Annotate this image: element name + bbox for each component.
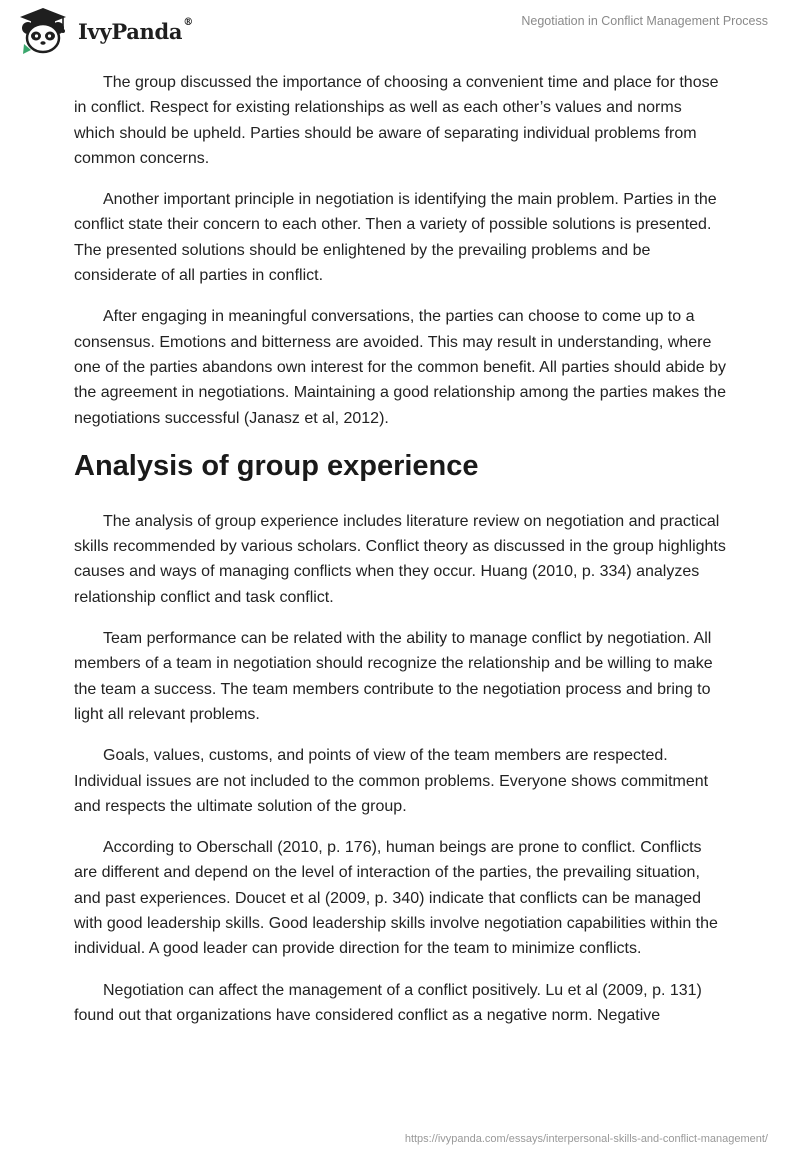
- paragraph: Goals, values, customs, and points of view of the team members are respected. Individual issues are not included to the common problems. Everyone shows commitment and respects the ultimate solution of the group.: [74, 747, 709, 815]
- essay-body: [74, 70, 726, 1044]
- page-header: [0, 0, 800, 60]
- section-heading: Analysis of group experience: [74, 449, 479, 482]
- source-url[interactable]: https://ivypanda.com/essays/interpersonal-skills-and-conflict-management/: [404, 1133, 768, 1145]
- panda-graduate-icon: [14, 6, 72, 56]
- paragraph: Negotiation can affect the management of a conflict positively. Lu et al (2009, p. 131) found out that organizations have considered conflict as a negative norm. Negative: [74, 981, 702, 1024]
- paragraph: The analysis of group experience includes literature review on negotiation and practical skills recommended by various scholars. Conflict theory as discussed in the group highlights causes and ways of managing conflicts when they occur. Huang (2010, p. 334) analyzes relationship conflict and task conflict.: [74, 512, 726, 606]
- paragraph: According to Oberschall (2010, p. 176), human beings are prone to conflict. Conflicts are different and depend on the level of interaction of the parties, the prevailing situation, and past experiences. Doucet et al (2009, p. 340) indicate that conflicts can be managed with good leadership skills. Good leadership skills involve negotiation capabilities within the individual. A good leader can provide direction for the team to minimize conflicts.: [74, 839, 718, 958]
- paragraph: Another important principle in negotiation is identifying the main problem. Parties in the conflict state their concern to each other. Then a variety of possible solutions is presented. The presented solutions should be enlightened by the prevailing problems and be considerate of all parties in conflict.: [74, 191, 717, 285]
- document-title: Negotiation in Conflict Management Process: [521, 14, 768, 28]
- paragraph: Team performance can be related with the ability to manage conflict by negotiation. All members of a team in negotiation should recognize the relationship and be willing to make the team a success. The team members contribute to the negotiation process and bring to light all relevant problems.: [74, 630, 713, 723]
- brand-name: IvyPanda®: [78, 16, 193, 44]
- paragraph: After engaging in meaningful conversations, the parties can choose to come up to a consensus. Emotions and bitterness are avoided. This may result in understanding, where one of the parties abandons own interest for the common benefit. All parties should abide by the agreement in negotiations. Maintaining a good relationship among the parties makes the negotiations successful (Janasz et al, 2012).: [74, 308, 726, 427]
- paragraph: The group discussed the importance of choosing a convenient time and place for those in conflict. Respect for existing relationships as well as each other’s values and norms which should be upheld. Parties should be aware of separating individual problems from common concerns.: [74, 74, 719, 167]
- brand-logo[interactable]: [14, 6, 193, 56]
